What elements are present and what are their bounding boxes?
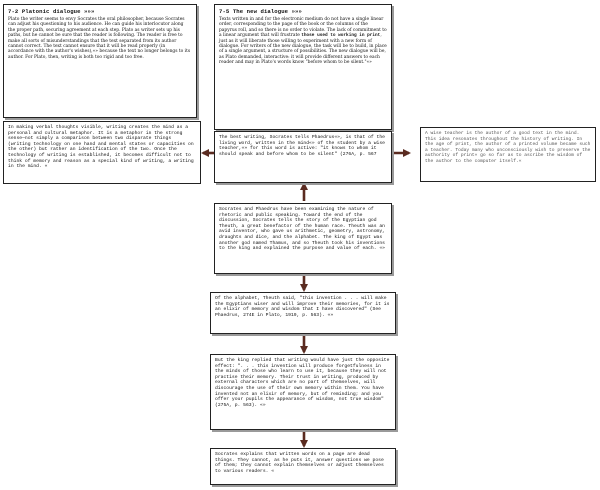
- king-reply-box: [210, 354, 396, 430]
- best-writing-box: [214, 131, 392, 183]
- rhetoric-theuth-text: Socrates and Phaedrus have been examining the nature of rhetoric and public speaking. Toward the end of the discussion, Socrates tells the story of the Egyptian god Theuth, a great benefactor of the human race. Theuth was an avid inventor, who gave us arithmetic, geometry, astronomy, draughts and dice, and the alphabet. The king of Egypt was another god named Thamus, and so Theuth took his inventions to the king and explained the purpose and value of each. «»: [219, 207, 385, 252]
- alphabet-box: [210, 292, 396, 334]
- new-dialogue-text-before: Texts written in and for the electronic medium do not have a single linear order, corresponding to the page of the book or the columns of the papyrus roll, and so there is no order to violate. The lack of commitment to a linear argument that will frustrate: [219, 17, 387, 39]
- best-writing-text: The best writing, Socrates tells Phaedrus«», is that of the living word, written in the mind«» of the student by a wise teacher,«» for this word is active: "it knows to whom it should speak and before whom to be silent" (276A, p. 567: [219, 135, 385, 157]
- platonic-dialogue-text: Plato the writer seems to envy Socrates the oral philosopher, because Socrates can adjust his questioning to his audience. He can guide his interlocutor along the proper path, securing agreement at each step. Plato as writer sets up his paths, but he cannot be sure that the reader is following. The reader is free to make all sorts of misunderstandings that the text separated from its author cannot correct. The text cannot ensure that it will be read properly (in accordance with the author's wishes),«» because the text no longer belongs to its author. For Plato, then, writing is both too rigid and too free.: [8, 17, 191, 60]
- wise-teacher-box: [420, 127, 596, 182]
- platonic-dialogue-box: [3, 4, 197, 118]
- new-dialogue-title: 7-5 The new dialogue »»»: [219, 8, 302, 15]
- king-reply-text: But the king replied that writing would have just the opposite effect: ". . . this invention will produce forgetfulness in the minds of those who learn to use it, because they will not practise their memory. Their trust in writing, produced by external characters which are no part of themselves, will discourage the use of their own memory within them. You have invented not an elixir of memory, but of reminding; and you offer your pupils the appearance of wisdom, not true wisdom" (275A, p. 563). «»: [215, 358, 390, 408]
- platonic-dialogue-title: 7-2 Platonic dialogue »»»: [8, 8, 95, 15]
- alphabet-text: Of the alphabet, Theuth said, "this invention . . . will make the Egyptians wiser and will improve their memories, for it is an elixir of memory and wisdom that I have discovered" (See Phaedrus, 274E in Plato, 1919, p. 563). «»: [215, 296, 390, 318]
- mind-metaphor-text: In making verbal thoughts visible, writing creates the mind as a personal and cultural metaphor. It is a metaphor in the strong sense—not simply a comparison between two disparate things (writing technology on one hand and mental states or capacities on the other) but rather an identification of the two. Once the technology of writing is established, it becomes difficult not to think of memory and reason as a special kind of writing, a writing in the mind. «: [8, 125, 194, 170]
- new-dialogue-box: [214, 4, 392, 130]
- rhetoric-theuth-box: [214, 203, 392, 274]
- dead-things-box: [210, 448, 396, 485]
- dead-things-text: Socrates explains that written words on a page are dead things. They cannot, as he puts it, answer questions we pose of them; they cannot explain themselves or adjust themselves to various readers. «: [215, 452, 384, 474]
- new-dialogue-text-after: , just as it will liberate those willing to experiment with a new form of dialogue. For writers of the new dialogue, the task will be to build, in place of a single argument, a structure of possibilities. The new dialogue will be, as Plato demanded, interactive: it will provide different answers to each reader and may in Plato's words know "before whom to be silent."«»: [219, 33, 387, 66]
- mind-metaphor-box: [3, 121, 201, 184]
- wise-teacher-text: A wise teacher is the author of a good text in the mind. This idea resonates throughout the history of writing. In the age of print, the author of a printed volume became such a teacher. Today many who unconsciously wish to preserve the authority of print« go so far as to ascribe the wisdom of the author to the computer itself.«: [425, 131, 591, 164]
- new-dialogue-text: [219, 17, 387, 66]
- new-dialogue-emphasis: those used to working in print: [301, 33, 381, 39]
